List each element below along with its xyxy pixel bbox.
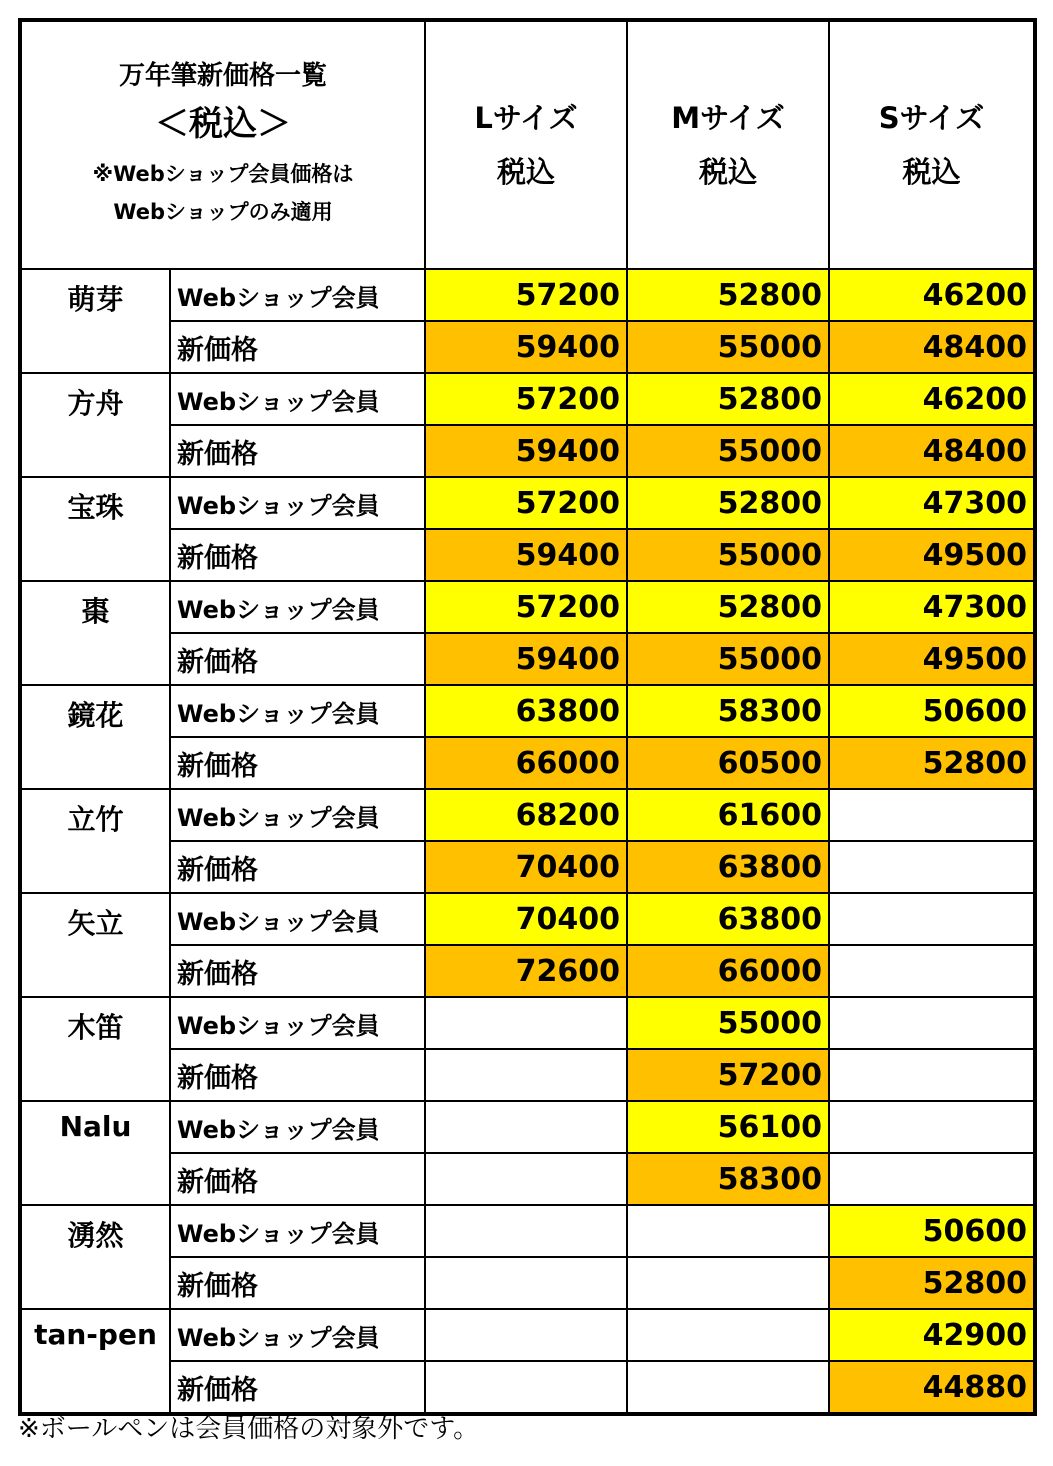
- member-price-cell: 47300: [829, 477, 1035, 529]
- new-price-cell: 48400: [829, 321, 1035, 373]
- member-price-cell: [425, 1101, 627, 1153]
- new-price-cell: 49500: [829, 633, 1035, 685]
- member-price-cell: 61600: [627, 789, 829, 841]
- table-row: [20, 1309, 1035, 1361]
- member-note-line2: Webショップのみ適用: [113, 200, 333, 224]
- member-price-label: Webショップ会員: [170, 373, 425, 425]
- table-row: [20, 321, 1035, 373]
- pen-name: 立竹: [20, 789, 170, 893]
- member-price-cell: 52800: [627, 477, 829, 529]
- member-price-cell: 50600: [829, 685, 1035, 737]
- member-price-label: Webショップ会員: [170, 1101, 425, 1153]
- table-header-row: [20, 20, 1035, 269]
- table-row: [20, 1205, 1035, 1257]
- table-row: [20, 1153, 1035, 1205]
- pen-name: 木笛: [20, 997, 170, 1101]
- table-row: [20, 269, 1035, 321]
- member-price-label: Webショップ会員: [170, 1309, 425, 1361]
- new-price-cell: 66000: [627, 945, 829, 997]
- member-price-label: Webショップ会員: [170, 269, 425, 321]
- member-price-label: Webショップ会員: [170, 893, 425, 945]
- new-price-cell: 55000: [627, 633, 829, 685]
- member-price-cell: 63800: [627, 893, 829, 945]
- new-price-cell: [627, 1361, 829, 1414]
- column-tax-label: 税込: [698, 155, 757, 189]
- member-price-cell: 50600: [829, 1205, 1035, 1257]
- new-price-label: 新価格: [170, 1049, 425, 1101]
- new-price-cell: 58300: [627, 1153, 829, 1205]
- table-row: [20, 373, 1035, 425]
- new-price-cell: [829, 1049, 1035, 1101]
- member-price-label: Webショップ会員: [170, 789, 425, 841]
- new-price-cell: 55000: [627, 321, 829, 373]
- new-price-cell: 59400: [425, 633, 627, 685]
- new-price-cell: 57200: [627, 1049, 829, 1101]
- member-price-cell: [627, 1309, 829, 1361]
- column-header-m: [627, 20, 829, 269]
- table-row: [20, 477, 1035, 529]
- new-price-label: 新価格: [170, 737, 425, 789]
- pen-name: 萌芽: [20, 269, 170, 373]
- new-price-label: 新価格: [170, 1361, 425, 1414]
- member-price-cell: [425, 997, 627, 1049]
- table-row: [20, 633, 1035, 685]
- table-row: [20, 1257, 1035, 1309]
- member-price-cell: 68200: [425, 789, 627, 841]
- new-price-cell: [829, 1153, 1035, 1205]
- new-price-cell: 49500: [829, 529, 1035, 581]
- new-price-cell: 44880: [829, 1361, 1035, 1414]
- new-price-cell: [425, 1257, 627, 1309]
- table-row: [20, 685, 1035, 737]
- new-price-cell: 72600: [425, 945, 627, 997]
- member-price-label: Webショップ会員: [170, 1205, 425, 1257]
- table-row: [20, 1049, 1035, 1101]
- table-row: [20, 425, 1035, 477]
- table-row: [20, 1361, 1035, 1414]
- new-price-cell: 66000: [425, 737, 627, 789]
- new-price-cell: 52800: [829, 1257, 1035, 1309]
- member-price-cell: 46200: [829, 373, 1035, 425]
- member-note-line1: ※Webショップ会員価格は: [92, 162, 354, 186]
- member-price-cell: 52800: [627, 581, 829, 633]
- table-row: [20, 529, 1035, 581]
- new-price-cell: 59400: [425, 529, 627, 581]
- member-price-cell: 52800: [627, 373, 829, 425]
- member-price-cell: 58300: [627, 685, 829, 737]
- member-price-cell: 55000: [627, 997, 829, 1049]
- new-price-cell: [425, 1361, 627, 1414]
- column-header-l: [425, 20, 627, 269]
- new-price-cell: 55000: [627, 425, 829, 477]
- member-price-cell: 52800: [627, 269, 829, 321]
- table-row: [20, 997, 1035, 1049]
- footnote: ※ボールペンは会員価格の対象外です。: [18, 1414, 480, 1444]
- member-price-cell: 70400: [425, 893, 627, 945]
- new-price-cell: [627, 1257, 829, 1309]
- member-price-label: Webショップ会員: [170, 685, 425, 737]
- member-price-cell: 56100: [627, 1101, 829, 1153]
- page-title: 万年筆新価格一覧: [118, 61, 327, 91]
- member-price-label: Webショップ会員: [170, 477, 425, 529]
- table-row: [20, 581, 1035, 633]
- column-tax-label: 税込: [496, 155, 555, 189]
- new-price-cell: 52800: [829, 737, 1035, 789]
- pen-name: tan-pen: [20, 1309, 170, 1414]
- new-price-cell: 48400: [829, 425, 1035, 477]
- new-price-label: 新価格: [170, 945, 425, 997]
- pen-name: 方舟: [20, 373, 170, 477]
- member-price-cell: [425, 1205, 627, 1257]
- new-price-cell: 59400: [425, 321, 627, 373]
- new-price-label: 新価格: [170, 841, 425, 893]
- table-row: [20, 789, 1035, 841]
- new-price-cell: 70400: [425, 841, 627, 893]
- column-header-s: [829, 20, 1035, 269]
- member-price-cell: 57200: [425, 373, 627, 425]
- member-price-cell: [829, 1101, 1035, 1153]
- new-price-label: 新価格: [170, 425, 425, 477]
- table-row: [20, 841, 1035, 893]
- pen-name: 棗: [20, 581, 170, 685]
- column-size-label: Mサイズ: [671, 101, 785, 135]
- member-price-cell: 46200: [829, 269, 1035, 321]
- member-price-label: Webショップ会員: [170, 997, 425, 1049]
- new-price-label: 新価格: [170, 529, 425, 581]
- new-price-cell: 63800: [627, 841, 829, 893]
- pen-name: 矢立: [20, 893, 170, 997]
- table-row: [20, 893, 1035, 945]
- new-price-cell: 55000: [627, 529, 829, 581]
- new-price-cell: [829, 945, 1035, 997]
- member-price-cell: [425, 1309, 627, 1361]
- pen-name: 鏡花: [20, 685, 170, 789]
- member-price-cell: 57200: [425, 581, 627, 633]
- new-price-label: 新価格: [170, 633, 425, 685]
- member-price-label: Webショップ会員: [170, 581, 425, 633]
- member-price-cell: 57200: [425, 477, 627, 529]
- new-price-label: 新価格: [170, 1257, 425, 1309]
- table-row: [20, 1101, 1035, 1153]
- column-tax-label: 税込: [902, 155, 961, 189]
- table-row: [20, 945, 1035, 997]
- new-price-label: 新価格: [170, 1153, 425, 1205]
- new-price-cell: 60500: [627, 737, 829, 789]
- member-price-cell: 57200: [425, 269, 627, 321]
- member-price-cell: 47300: [829, 581, 1035, 633]
- price-table: [18, 18, 1037, 1416]
- member-price-cell: 42900: [829, 1309, 1035, 1361]
- member-price-cell: [627, 1205, 829, 1257]
- new-price-cell: [829, 841, 1035, 893]
- new-price-cell: [425, 1153, 627, 1205]
- member-price-cell: [829, 893, 1035, 945]
- header-title-cell: [20, 20, 425, 269]
- pen-name: 湧然: [20, 1205, 170, 1309]
- member-price-cell: 63800: [425, 685, 627, 737]
- member-price-cell: [829, 789, 1035, 841]
- new-price-cell: 59400: [425, 425, 627, 477]
- member-price-cell: [829, 997, 1035, 1049]
- tax-included-subtitle: ＜税込＞: [155, 104, 291, 144]
- column-size-label: Sサイズ: [878, 101, 985, 135]
- pen-name: 宝珠: [20, 477, 170, 581]
- table-row: [20, 737, 1035, 789]
- column-size-label: Lサイズ: [474, 101, 578, 135]
- new-price-cell: [425, 1049, 627, 1101]
- new-price-label: 新価格: [170, 321, 425, 373]
- pen-name: Nalu: [20, 1101, 170, 1205]
